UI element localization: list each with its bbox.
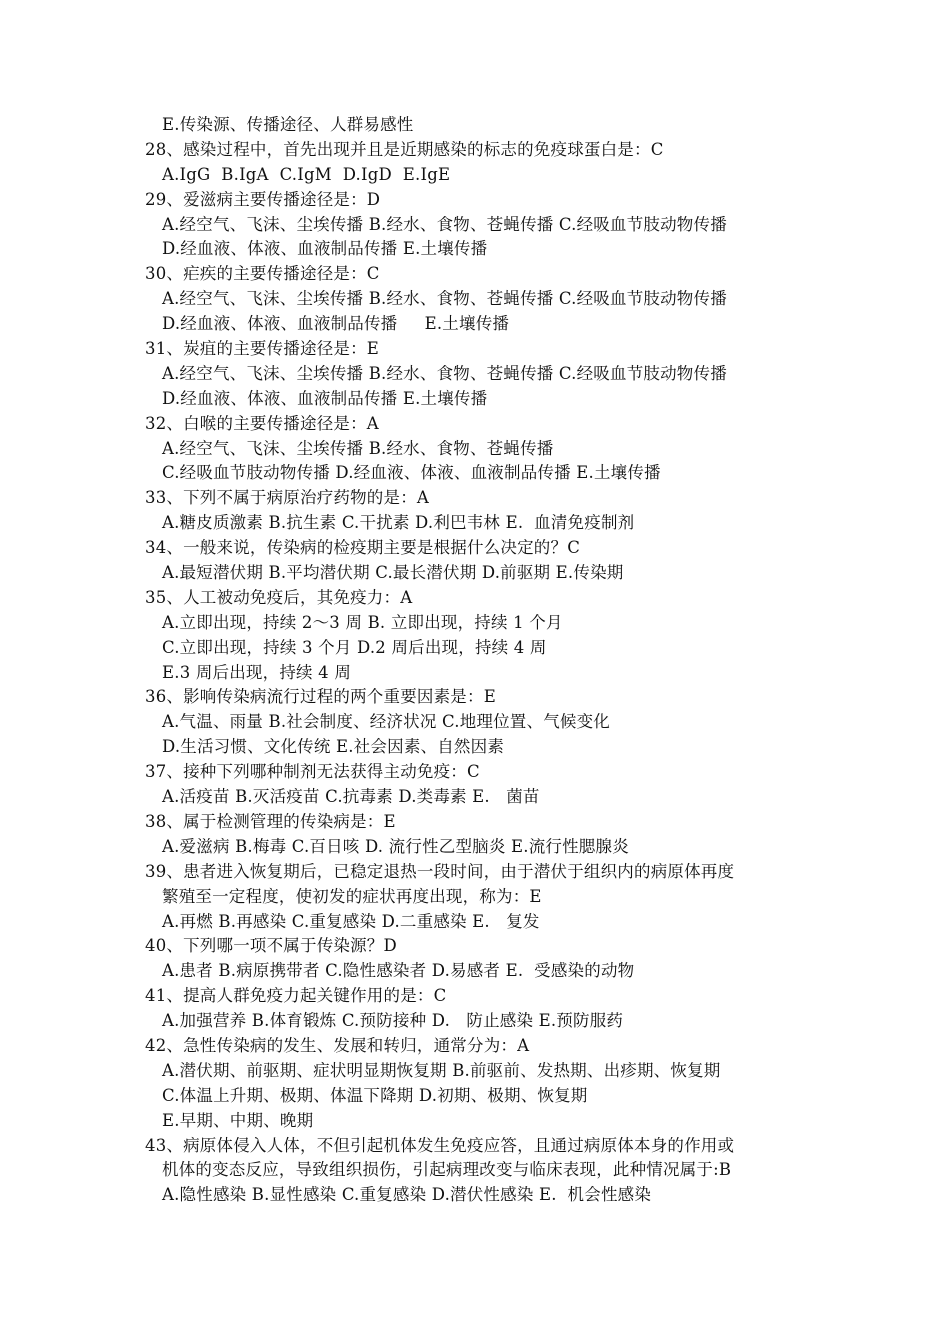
option-line: A.糖皮质激素 B.抗生素 C.干扰素 D.利巴韦林 E. 血清免疫制剂: [162, 513, 635, 533]
option-line: A.经空气、飞沫、尘埃传播 B.经水、食物、苍蝇传播 C.经吸血节肢动物传播: [162, 289, 727, 309]
option-line: E.3 周后出现，持续 4 周: [162, 662, 352, 682]
option-line: A.潜伏期、前驱期、症状明显期恢复期 B.前驱前、发热期、出疹期、恢复期: [162, 1060, 721, 1080]
question-line: 34、一般来说，传染病的检疫期主要是根据什么决定的？C: [145, 538, 581, 558]
question-continuation-line: 机体的变态反应，导致组织损伤，引起病理改变与临床表现，此种情况属于:B: [162, 1160, 732, 1180]
question-line: 33、下列不属于病原治疗药物的是：A: [145, 488, 430, 508]
question-line: 42、急性传染病的发生、发展和转归，通常分为：A: [145, 1035, 530, 1055]
question-line: 32、白喉的主要传播途径是：A: [145, 413, 379, 433]
option-line: C.体温上升期、极期、体温下降期 D.初期、极期、恢复期: [162, 1085, 588, 1105]
option-line: E.早期、中期、晚期: [162, 1110, 314, 1130]
option-line: A.隐性感染 B.显性感染 C.重复感染 D.潜伏性感染 E. 机会性感染: [162, 1185, 652, 1205]
question-line: 36、影响传染病流行过程的两个重要因素是：E: [145, 687, 496, 707]
option-line: D.经血液、体液、血液制品传播 E.土壤传播: [162, 239, 488, 259]
option-line: A.立即出现，持续 2～3 周 B. 立即出现，持续 1 个月: [162, 612, 563, 632]
option-line: A.加强营养 B.体育锻炼 C.预防接种 D. 防止感染 E.预防服药: [162, 1011, 624, 1031]
option-line: D.经血液、体液、血液制品传播 E.土壤传播: [162, 388, 488, 408]
option-line: A.IgG B.IgA C.IgM D.IgD E.IgE: [162, 164, 451, 184]
option-line: C.经吸血节肢动物传播 D.经血液、体液、血液制品传播 E.土壤传播: [162, 463, 661, 483]
question-line: 40、下列哪一项不属于传染源？D: [145, 936, 397, 956]
question-line: 35、人工被动免疫后，其免疫力：A: [145, 587, 413, 607]
question-continuation-line: 繁殖至一定程度，使初发的症状再度出现，称为：E: [162, 886, 542, 906]
option-line: A.经空气、飞沫、尘埃传播 B.经水、食物、苍蝇传播 C.经吸血节肢动物传播: [162, 363, 727, 383]
document-page: [0, 113, 950, 1208]
option-line: A.患者 B.病原携带者 C.隐性感染者 D.易感者 E. 受感染的动物: [162, 961, 635, 981]
option-line: D.生活习惯、文化传统 E.社会因素、自然因素: [162, 737, 505, 757]
question-line: 43、病原体侵入人体，不但引起机体发生免疫应答，且通过病原体本身的作用或: [145, 1135, 735, 1155]
question-line: 29、爱滋病主要传播途径是：D: [145, 189, 381, 209]
question-line: 28、感染过程中，首先出现并且是近期感染的标志的免疫球蛋白是：C: [145, 139, 664, 159]
option-line: A.爱滋病 B.梅毒 C.百日咳 D. 流行性乙型脑炎 E.流行性腮腺炎: [162, 836, 629, 856]
question-line: 37、接种下列哪种制剂无法获得主动免疫：C: [145, 762, 480, 782]
question-line: 31、炭疽的主要传播途径是：E: [145, 339, 380, 359]
option-line: E.传染源、传播途径、人群易感性: [162, 115, 414, 134]
option-line: A.经空气、飞沫、尘埃传播 B.经水、食物、苍蝇传播: [162, 438, 554, 458]
option-line: A.再燃 B.再感染 C.重复感染 D.二重感染 E. 复发: [162, 911, 540, 931]
question-line: 41、提高人群免疫力起关键作用的是：C: [145, 986, 447, 1006]
question-line: 39、患者进入恢复期后，已稳定退热一段时间，由于潜伏于组织内的病原体再度: [145, 861, 735, 881]
question-line: 38、属于检测管理的传染病是：E: [145, 811, 396, 831]
option-line: C.立即出现，持续 3 个月 D.2 周后出现，持续 4 周: [162, 637, 547, 657]
option-line: A.最短潜伏期 B.平均潜伏期 C.最长潜伏期 D.前驱期 E.传染期: [162, 563, 624, 583]
question-line: 30、疟疾的主要传播途径是：C: [145, 264, 380, 284]
option-line: D.经血液、体液、血液制品传播 E.土壤传播: [162, 314, 510, 334]
option-line: A.气温、雨量 B.社会制度、经济状况 C.地理位置、气候变化: [162, 712, 611, 732]
option-line: A.活疫苗 B.灭活疫苗 C.抗毒素 D.类毒素 E. 菌苗: [162, 787, 540, 807]
option-line: A.经空气、飞沫、尘埃传播 B.经水、食物、苍蝇传播 C.经吸血节肢动物传播: [162, 214, 727, 234]
